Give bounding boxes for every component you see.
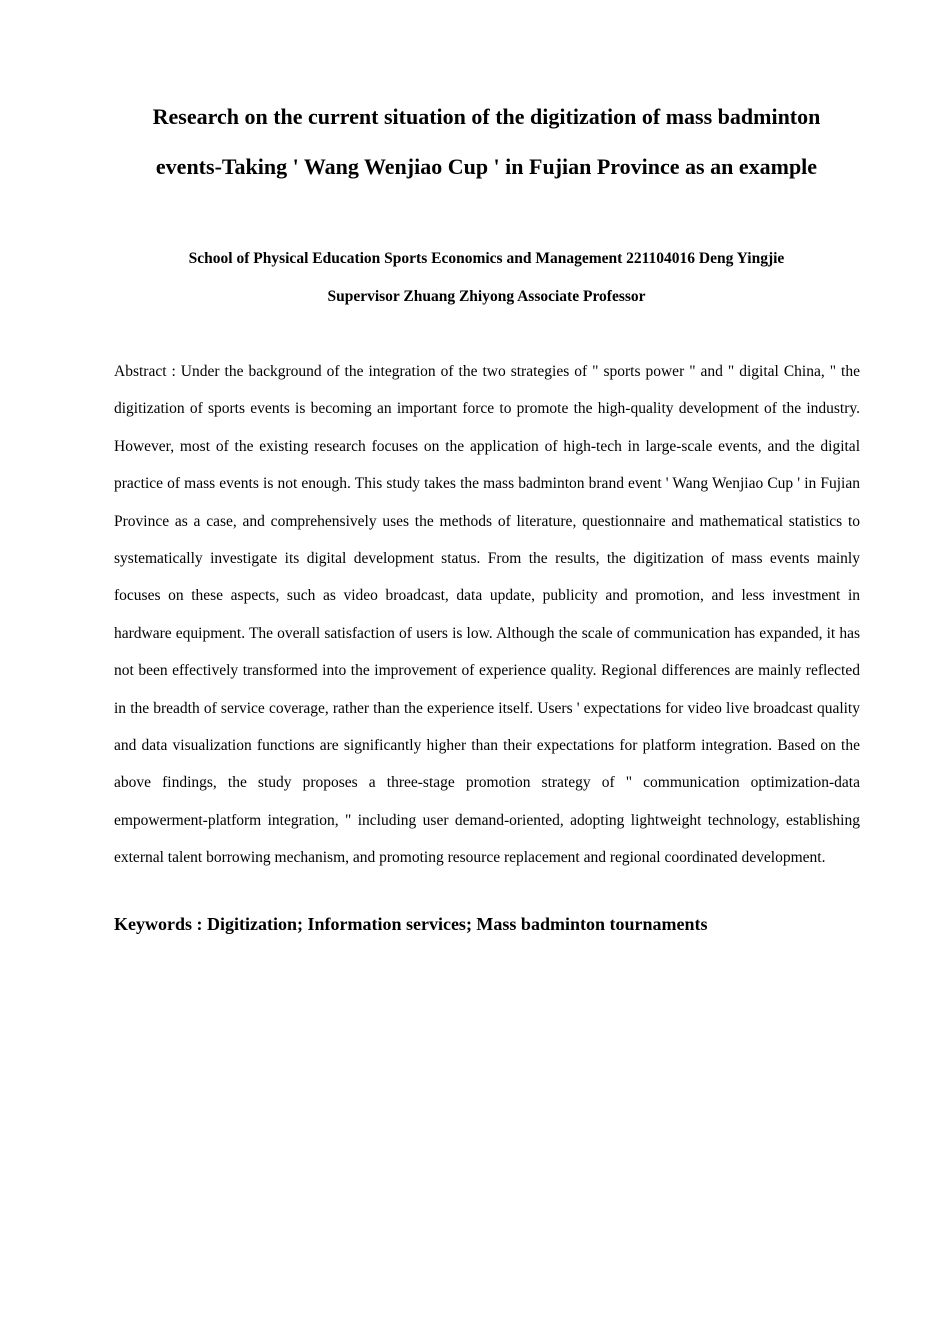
supervisor-line: Supervisor Zhuang Zhiyong Associate Professor (327, 288, 646, 305)
paper-title-line-2: events-Taking ' Wang Wenjiao Cup ' in Fujian Province as an example (155, 154, 818, 179)
author-affiliation: School of Physical Education Sports Economics and Management 221104016 Deng Yingjie (188, 250, 785, 267)
keywords-line: Keywords : Digitization; Information services; Mass badminton tournaments (114, 914, 708, 934)
paper-title-line-1: Research on the current situation of the digitization of mass badminton (152, 104, 821, 129)
abstract-paragraph: Abstract : Under the background of the integration of the two strategies of " sports power " and " digital China, " the digitization of sports events is becoming an important force to promote the high-quality development of the industry. However, most of the existing research focuses on the application of high-tech in large-scale events, and the digital practice of mass events is not enough. This study takes the mass badminton brand event ' Wang Wenjiao Cup ' in Fujian Province as a case, and comprehensively uses the methods of literature, questionnaire and mathematical statistics to systematically investigate its digital development status. From the results, the digitization of mass events mainly focuses on these aspects, such as video broadcast, data update, publicity and promotion, and less investment in hardware equipment. The overall satisfaction of users is low. Although the scale of communication has expanded, it has not been effectively transformed into the improvement of experience quality. Regional differences are mainly reflected in the breadth of service coverage, rather than the experience itself. Users ' expectations for video live broadcast quality and data visualization functions are significantly higher than their expectations for platform integration. Based on the above findings, the study proposes a three-stage promotion strategy of " communication optimization-data empowerment-platform integration, " including user demand-oriented, adopting lightweight technology, establishing external talent borrowing mechanism, and promoting resource replacement and regional coordinated development. (114, 363, 860, 867)
